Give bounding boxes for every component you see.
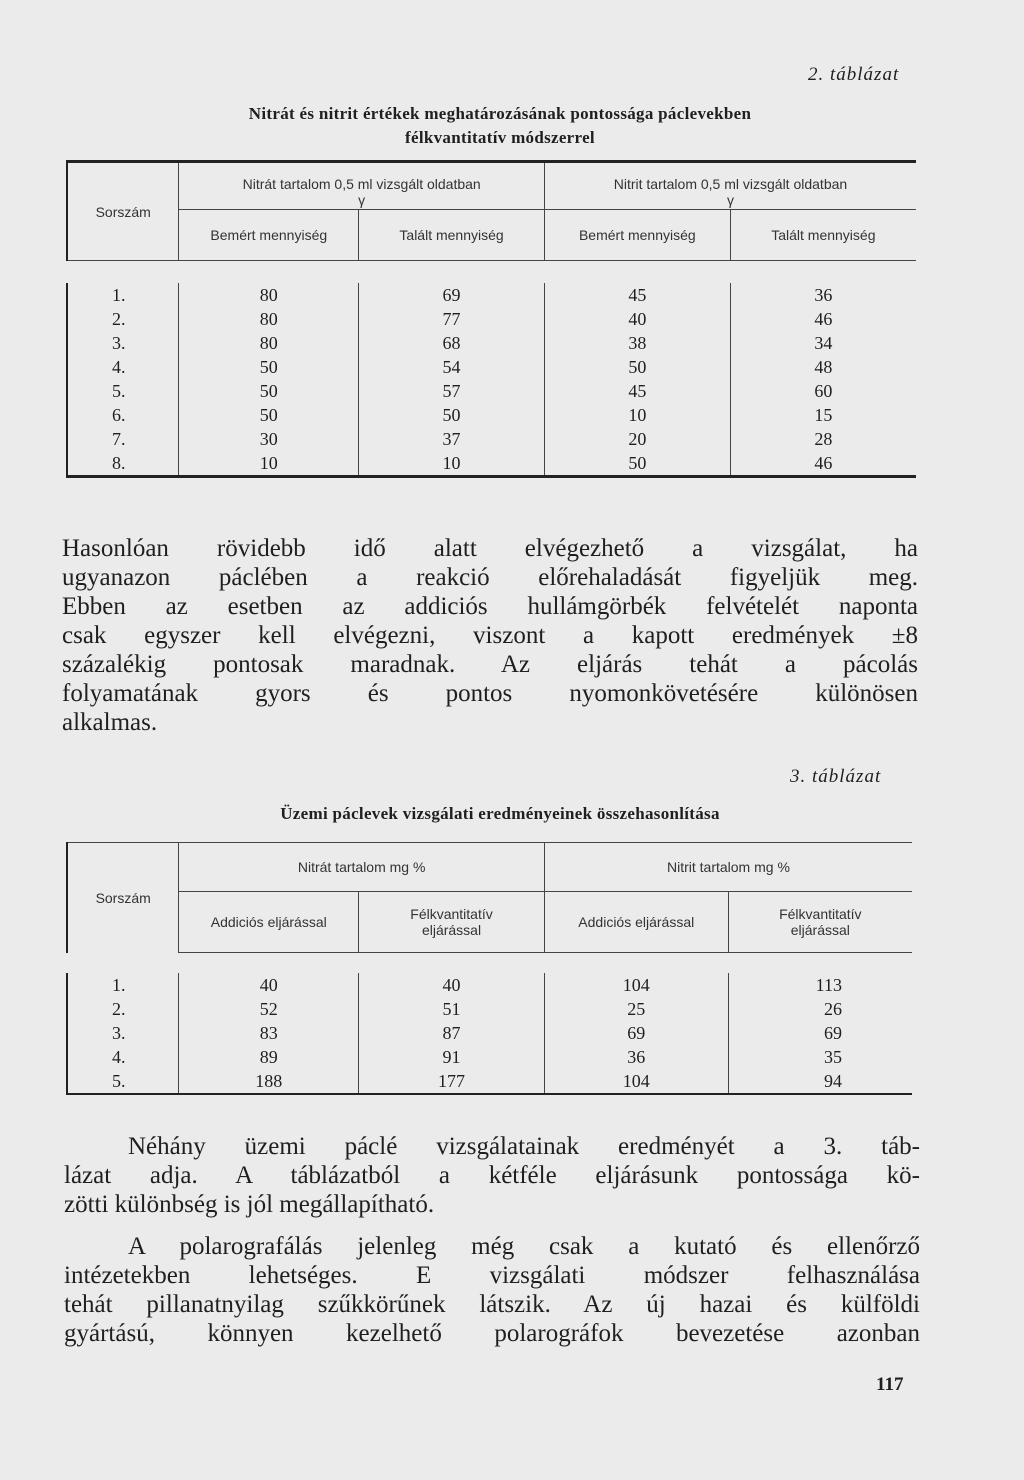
table2-cell: 50: [359, 403, 545, 427]
paragraph-line: folyamatának gyors és pontos nyomonkövetésére különösen: [62, 680, 918, 707]
table2-cell: 4.: [67, 355, 179, 379]
table2-cell: 80: [179, 283, 359, 307]
table3-header-sorszam: Sorszám: [67, 843, 179, 953]
paragraph-1: [62, 534, 918, 737]
table-row: [67, 1045, 912, 1069]
table2-sub-bemert-2: Bemért mennyiség: [544, 210, 730, 261]
table2-cell: 8.: [67, 451, 179, 477]
table2-header-sorszam: Sorszám: [67, 162, 179, 261]
table3-cell: 87: [359, 1021, 545, 1045]
table2-cell: 57: [359, 379, 545, 403]
table-row: [67, 379, 916, 403]
table2-cell: 3.: [67, 331, 179, 355]
table3-cell: 69: [544, 1021, 728, 1045]
table2-cell: 68: [359, 331, 545, 355]
table2-cell: 2.: [67, 307, 179, 331]
table3-caption: 3. táblázat: [790, 766, 882, 787]
table3-cell: 3.: [67, 1021, 179, 1045]
table3-cell: 40: [359, 973, 545, 997]
table2-cell: 37: [359, 427, 545, 451]
table3-cell: 4.: [67, 1045, 179, 1069]
table2-header-nitrit: [544, 162, 916, 210]
table-row: [67, 331, 916, 355]
table3-cell: 52: [179, 997, 359, 1021]
table2-cell: 46: [730, 307, 916, 331]
table2-cell: 28: [730, 427, 916, 451]
table2-cell: 40: [544, 307, 730, 331]
table2-cell: 10: [359, 451, 545, 477]
table2-cell: 50: [179, 403, 359, 427]
table2-cell: 46: [730, 451, 916, 477]
table2-cell: 54: [359, 355, 545, 379]
table2-cell: 10: [179, 451, 359, 477]
table3: [66, 842, 912, 1095]
table2-title-line1: Nitrát és nitrit értékek meghatározásának pontossága páclevekben: [248, 104, 752, 123]
page-number: 117: [876, 1374, 904, 1395]
table2-cell: 50: [179, 379, 359, 403]
paragraph-line: ugyanazon páclében a reakció előrehaladását figyeljük meg.: [62, 564, 918, 591]
table3-title: Üzemi páclevek vizsgálati eredményeinek összehasonlítása: [280, 804, 720, 823]
table2-cell: 50: [544, 355, 730, 379]
table3-cell: 104: [544, 1069, 728, 1094]
table3-cell: 94: [728, 1069, 912, 1094]
table3-sub-felkvantitativ-1-line1: Félkvantitatív: [410, 906, 493, 922]
table2: [66, 160, 916, 478]
table2-header-nitrat: [179, 162, 545, 210]
table2-cell: 38: [544, 331, 730, 355]
paragraph-line: tehát pillanatnyilag szűkkörűnek látszik. Az új hazai és külföldi: [64, 1291, 920, 1318]
table2-header-nitrit-label: Nitrit tartalom 0,5 ml vizsgált oldatban: [613, 176, 848, 192]
paragraph-line: Ebben az esetben az addiciós hullámgörbék felvételét naponta: [62, 593, 918, 620]
table-row: [67, 1021, 912, 1045]
table-row: [67, 451, 916, 477]
paragraph-line: zötti különbség is jól megállapítható.: [64, 1191, 435, 1218]
table3-cell: 40: [179, 973, 359, 997]
paragraph-2: [64, 1132, 920, 1219]
paragraph-3: [64, 1232, 920, 1348]
table3-sub-felkvantitativ-1-line2: eljárással: [421, 922, 482, 938]
table2-cell: 48: [730, 355, 916, 379]
table2-cell: 36: [730, 283, 916, 307]
paragraph-line: lázat adja. A táblázatból a kétféle eljárásunk pontossága kö-: [64, 1162, 920, 1189]
table3-sub-felkvantitativ-1: [359, 892, 545, 953]
table2-header-nitrat-unit: γ: [358, 192, 366, 208]
table2-cell: 20: [544, 427, 730, 451]
table2-header-nitrit-unit: γ: [726, 192, 734, 208]
table2-cell: 45: [544, 283, 730, 307]
paragraph-line: alkalmas.: [62, 709, 158, 736]
table3-cell: 113: [728, 973, 912, 997]
table2-cell: 6.: [67, 403, 179, 427]
table3-sub-felkvantitativ-2: [728, 892, 912, 953]
table2-title-line2: félkvantitatív módszerrel: [405, 128, 595, 147]
table3-cell: 26: [728, 997, 912, 1021]
table-row: [67, 307, 916, 331]
table3-cell: 5.: [67, 1069, 179, 1094]
table3-cell: 89: [179, 1045, 359, 1069]
table3-header-nitrit: Nitrit tartalom mg %: [544, 843, 912, 892]
table3-sub-felkvantitativ-2-line2: eljárással: [790, 922, 850, 938]
paragraph-line: gyártású, könnyen kezelhető polarográfok bevezetése azonban: [64, 1320, 920, 1347]
table3-sub-addicios-2: Addiciós eljárással: [544, 892, 728, 953]
table2-cell: 77: [359, 307, 545, 331]
table3-cell: 1.: [67, 973, 179, 997]
table-row: [67, 1069, 912, 1094]
table2-cell: 5.: [67, 379, 179, 403]
table-row: [67, 973, 912, 997]
paragraph-line: Néhány üzemi páclé vizsgálatainak eredményét a 3. táb-: [128, 1133, 920, 1160]
table2-cell: 1.: [67, 283, 179, 307]
table2-cell: 10: [544, 403, 730, 427]
table2-sub-talalt-1: Talált mennyiség: [359, 210, 545, 261]
table2-cell: 80: [179, 307, 359, 331]
table2-cell: 60: [730, 379, 916, 403]
table3-cell: 51: [359, 997, 545, 1021]
table2-cell: 80: [179, 331, 359, 355]
table-row: [67, 427, 916, 451]
table2-cell: 45: [544, 379, 730, 403]
table-row: [67, 355, 916, 379]
table2-cell: 30: [179, 427, 359, 451]
paragraph-line: A polarografálás jelenleg még csak a kutató és ellenőrző: [128, 1233, 920, 1260]
table3-cell: 69: [728, 1021, 912, 1045]
paragraph-line: intézetekben lehetséges. E vizsgálati módszer felhasználása: [64, 1262, 920, 1289]
table-row: [67, 997, 912, 1021]
table3-sub-addicios-1: Addiciós eljárással: [179, 892, 359, 953]
table-row: [67, 403, 916, 427]
table3-cell: 83: [179, 1021, 359, 1045]
table2-cell: 50: [179, 355, 359, 379]
table2-sub-bemert-1: Bemért mennyiség: [179, 210, 359, 261]
table3-cell: 35: [728, 1045, 912, 1069]
table3-cell: 91: [359, 1045, 545, 1069]
table3-sub-felkvantitativ-2-line1: Félkvantitatív: [779, 906, 862, 922]
table3-header-nitrat: Nitrát tartalom mg %: [179, 843, 545, 892]
table3-cell: 188: [179, 1069, 359, 1094]
table-row: [67, 283, 916, 307]
table2-cell: 50: [544, 451, 730, 477]
table3-cell: 36: [544, 1045, 728, 1069]
paragraph-line: százalékig pontosak maradnak. Az eljárás tehát a pácolás: [62, 651, 918, 678]
table3-cell: 177: [359, 1069, 545, 1094]
table2-cell: 69: [359, 283, 545, 307]
paragraph-line: Hasonlóan rövidebb idő alatt elvégezhető a vizsgálat, ha: [62, 535, 918, 562]
paragraph-line: csak egyszer kell elvégezni, viszont a kapott eredmények ±8: [62, 622, 918, 649]
table3-cell: 25: [544, 997, 728, 1021]
table2-cell: 15: [730, 403, 916, 427]
table2-header-nitrat-label: Nitrát tartalom 0,5 ml vizsgált oldatban: [242, 176, 481, 192]
table3-cell: 2.: [67, 997, 179, 1021]
table3-cell: 104: [544, 973, 728, 997]
table2-caption: 2. táblázat: [808, 64, 900, 85]
table2-cell: 7.: [67, 427, 179, 451]
table2-cell: 34: [730, 331, 916, 355]
table2-sub-talalt-2: Talált mennyiség: [730, 210, 916, 261]
